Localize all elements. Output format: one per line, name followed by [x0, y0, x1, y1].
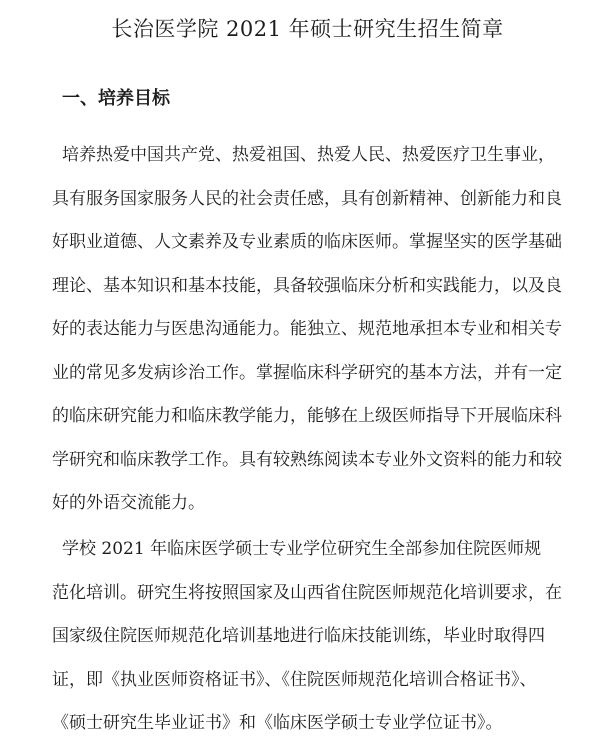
paragraph-line: 《硕士研究生毕业证书》和《临床医学硕士专业学位证书》。: [52, 713, 503, 733]
paragraph-training-goals: [52, 134, 600, 526]
paragraph-line: 证，即《执业医师资格证书》、《住院医师规范化培训合格证书》、: [52, 669, 537, 690]
paragraph-line: 培养热爱中国共产党、热爱祖国、热爱人民、热爱医疗卫生事业，: [62, 145, 555, 165]
paragraph-line: 学校 2021 年临床医学硕士专业学位研究生全部参加住院医师规: [62, 539, 542, 559]
paragraph-line: 业的常见多发病诊治工作。掌握临床科学研究的基本方法，并有一定: [52, 362, 562, 383]
document-title: 长治医学院 2021 年硕士研究生招生简章: [111, 17, 504, 41]
paragraph-line: 好职业道德、人文素养及专业素质的临床医师。掌握坚实的医学基础: [52, 232, 562, 252]
paragraph-line: 学研究和临床教学工作。具有较熟练阅读本专业外文资料的能力和较: [52, 449, 562, 470]
paragraph-residency-training: [52, 528, 600, 746]
paragraph-line: 理论、基本知识和基本技能，具备较强临床分析和实践能力，以及良: [52, 275, 562, 296]
paragraph-line: 具有服务国家服务人民的社会责任感，具有创新精神、创新能力和良: [52, 188, 562, 209]
paragraph-line: 的临床研究能力和临床教学能力，能够在上级医师指导下开展临床科: [52, 406, 562, 426]
section-heading: 一、培养目标: [62, 88, 170, 109]
paragraph-line: 好的外语交流能力。: [52, 493, 205, 513]
paragraph-line: 国家级住院医师规范化培训基地进行临床技能训练，毕业时取得四: [52, 626, 545, 646]
paragraph-line: 好的表达能力与医患沟通能力。能独立、规范地承担本专业和相关专: [52, 319, 562, 339]
paragraph-line: 范化培训。研究生将按照国家及山西省住院医师规范化培训要求，在: [52, 582, 562, 603]
